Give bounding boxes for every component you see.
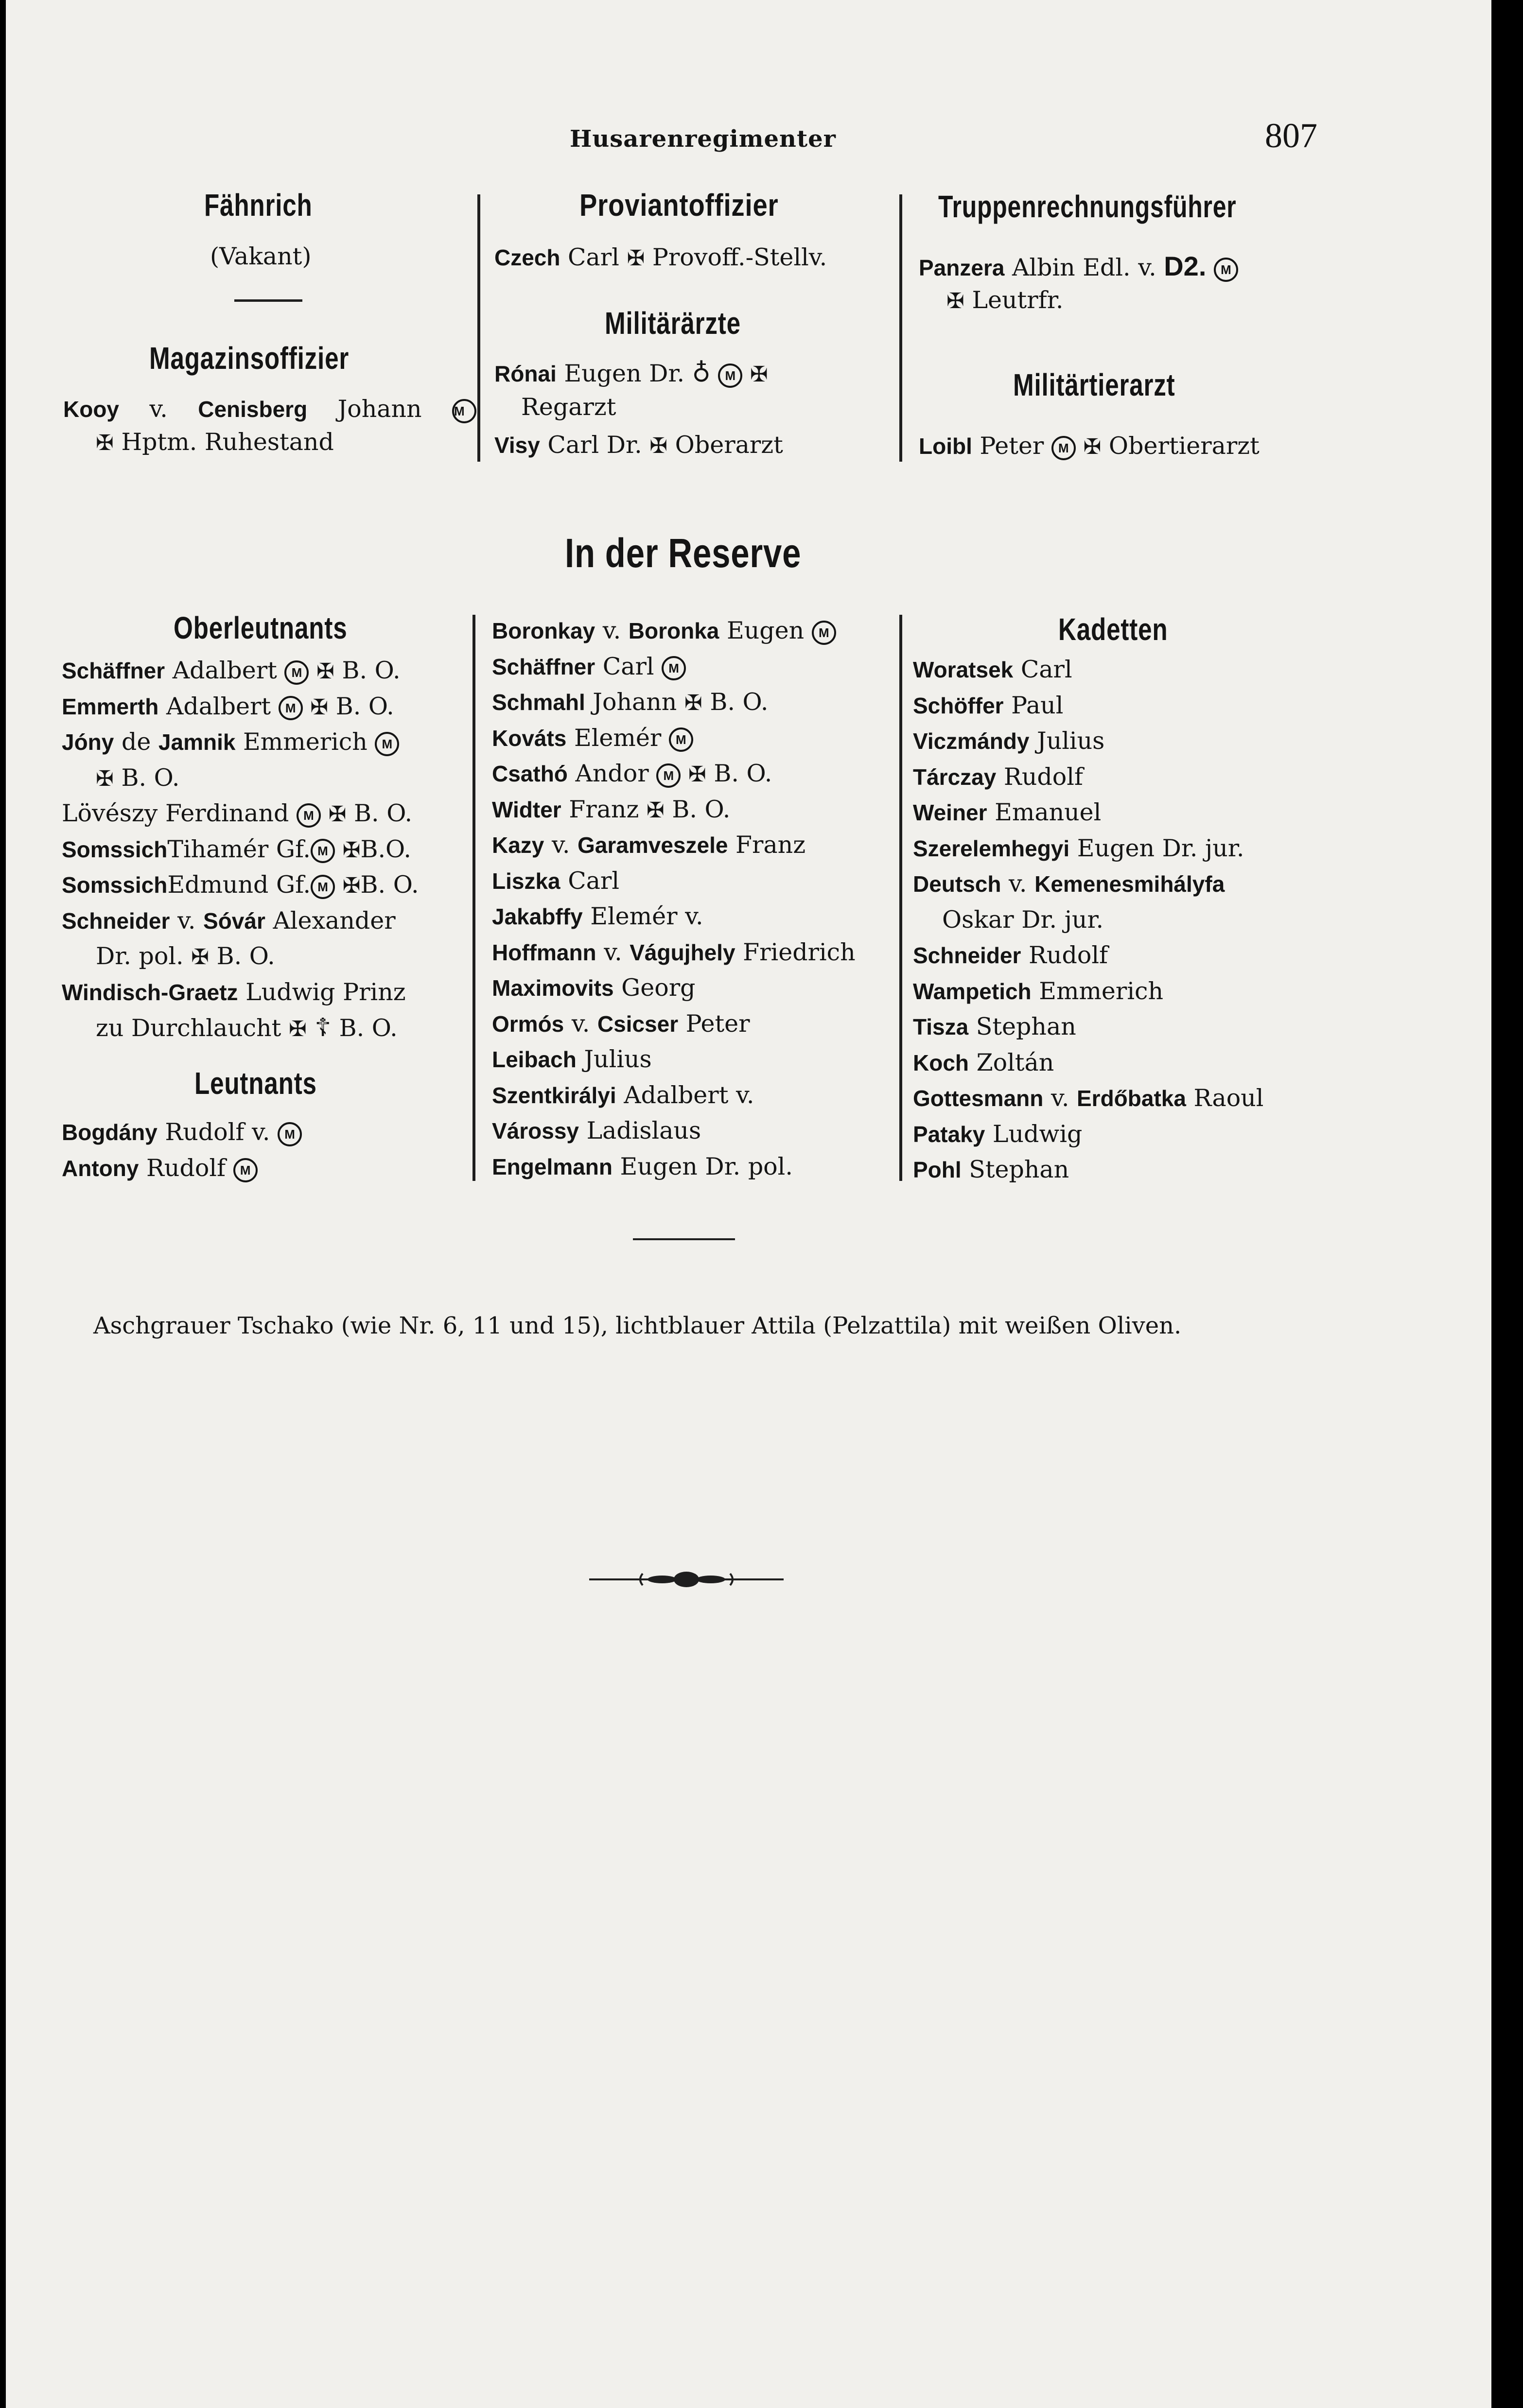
surname: Schäffner — [62, 658, 165, 683]
entry-line — [96, 428, 334, 458]
rank-text: B. O. — [706, 760, 772, 787]
column-rule — [473, 615, 475, 1181]
cross-icon: ✠ — [646, 797, 665, 823]
surname: Boronkay — [492, 618, 595, 643]
entry-line — [492, 1009, 750, 1039]
entry-line — [494, 431, 783, 461]
name-text: Lövészy Ferdinand — [62, 799, 297, 827]
entry-line — [913, 941, 1108, 970]
medal-icon: M — [375, 732, 399, 756]
surname: Schneider — [913, 943, 1021, 968]
surname: Jakabffy — [492, 904, 583, 929]
medal-icon: M — [279, 696, 303, 720]
entry-line — [492, 831, 805, 860]
surname: Pataky — [913, 1121, 985, 1147]
decoration-abbrev: D2. — [1164, 251, 1207, 281]
name-text: v. — [564, 1009, 597, 1038]
name-text: Oskar Dr. jur. — [942, 905, 1104, 934]
entry-line — [62, 906, 396, 935]
cross-icon: ✠ — [688, 762, 706, 787]
ornament-divider — [589, 1565, 784, 1594]
surname: Bogdány — [62, 1120, 158, 1145]
separator-rule — [633, 1238, 735, 1240]
surname: Visy — [494, 433, 540, 458]
name-text: Alexander — [265, 906, 396, 935]
surname: Liszka — [492, 868, 560, 894]
entry-line — [62, 692, 394, 722]
name-text: Rudolf — [996, 762, 1084, 791]
surname: Pohl — [913, 1157, 962, 1182]
surname: Gottesmann — [913, 1086, 1044, 1111]
surname: Szentkirályi — [492, 1082, 616, 1108]
entry-line — [913, 727, 1104, 756]
name-text: Emanuel — [987, 798, 1102, 826]
medal-icon: M — [718, 364, 742, 388]
section-heading-truppenrechnungsfuehrer: Truppenrechnungsführer — [938, 189, 1237, 224]
name-text: Emmerich — [1031, 977, 1164, 1005]
surname: Schneider — [62, 908, 170, 934]
name-text: Franz — [561, 795, 647, 823]
cross-icon: ✠ — [1083, 434, 1102, 459]
rank-text: B. O. — [334, 657, 401, 684]
surname: Schmahl — [492, 690, 585, 715]
column-rule — [899, 194, 902, 462]
entry-line — [492, 1081, 754, 1110]
surname: Czech — [494, 245, 560, 270]
entry-line — [913, 977, 1163, 1006]
surname: Leibach — [492, 1047, 577, 1072]
surname: Hoffmann — [492, 939, 596, 965]
column-rule — [899, 615, 902, 1181]
entry-line — [913, 798, 1101, 827]
name-text: Georg — [613, 974, 696, 1002]
section-heading-kadetten: Kadetten — [1058, 612, 1168, 647]
medal-icon: M — [297, 803, 321, 828]
cross-icon: ✠ — [96, 766, 114, 791]
entry-line — [62, 978, 406, 1007]
rank-text: B. O. — [328, 692, 394, 720]
section-heading-leutnants: Leutnants — [194, 1066, 317, 1101]
surname: Jamnik — [158, 729, 236, 755]
name-text: Rudolf — [139, 1154, 233, 1182]
entry-line — [492, 938, 856, 967]
surname: Somssich — [62, 872, 168, 898]
given-name: Carl Dr. — [540, 431, 650, 459]
surname: Weiner — [913, 800, 987, 825]
surname: Wampetich — [913, 978, 1032, 1004]
name-text: Eugen Dr. pol. — [612, 1152, 793, 1180]
rank-text: B. O. — [360, 871, 419, 899]
surname: Schöffer — [913, 693, 1004, 718]
name-text: v. — [1001, 870, 1035, 898]
entry-line — [63, 395, 476, 424]
name-text: Eugen — [719, 617, 812, 644]
entry-line — [96, 1013, 398, 1044]
name-text: de — [114, 728, 158, 756]
name-text: Edmund Gf. — [167, 871, 311, 899]
particle: v. — [119, 395, 198, 423]
rank-text: Oberarzt — [667, 431, 783, 459]
surname: Várossy — [492, 1118, 579, 1143]
name-text: Eugen Dr. jur. — [1069, 834, 1244, 862]
name-text: Carl — [1013, 656, 1072, 683]
surname: Sóvár — [203, 908, 265, 934]
cross-icon: ✠ — [750, 362, 768, 387]
entry-line — [492, 1152, 793, 1181]
given-name: Peter — [972, 432, 1051, 460]
rank-text: Provoff.-Stellv. — [645, 243, 827, 271]
cross-icon: ✠ — [627, 246, 645, 271]
medal-icon: M — [1214, 258, 1238, 282]
surname: Schäffner — [492, 654, 595, 679]
rank-text: B. O. — [702, 688, 769, 716]
name-text: Adalbert — [165, 657, 285, 684]
entry-line — [62, 1154, 258, 1183]
entry-line — [913, 655, 1072, 684]
entry-line — [492, 866, 619, 896]
section-heading-militaeraerzte: Militärärzte — [605, 306, 741, 341]
document-page — [6, 0, 1491, 2408]
surname: Viczmándy — [913, 728, 1030, 754]
entry-line — [492, 1045, 652, 1074]
entry-line — [913, 762, 1083, 792]
name-text: Julius — [1029, 727, 1105, 755]
name-text: Elemér v. — [582, 902, 703, 930]
surname: Vágujhely — [630, 939, 735, 965]
name-text: Ladislaus — [579, 1117, 701, 1144]
name-text: Stephan — [961, 1156, 1069, 1183]
entry-line — [62, 656, 401, 686]
surname: Szerelemhegyi — [913, 835, 1070, 861]
entry-line — [913, 1084, 1263, 1113]
entry-line — [62, 870, 419, 901]
given-name: Carl — [560, 243, 627, 271]
name-text: Elemér — [566, 724, 669, 752]
rank-text: B. O. — [113, 763, 180, 792]
name-text: v. — [170, 906, 204, 935]
entry-line — [62, 1118, 302, 1147]
surname: Maximovits — [492, 975, 614, 1001]
name-text: Paul — [1003, 691, 1064, 719]
entry-line — [492, 1116, 701, 1145]
medal-icon: M — [311, 839, 335, 863]
medal-icon: M — [669, 728, 693, 752]
page-number: 807 — [1265, 116, 1317, 155]
entry-line — [96, 763, 180, 794]
surname: Koch — [913, 1050, 969, 1075]
cross-icon: ✠ — [316, 659, 334, 684]
entry-line — [494, 243, 827, 273]
rank-text: B. O. — [339, 1014, 398, 1042]
name-text: v. — [595, 617, 629, 644]
cross-icon: ✠ — [649, 433, 668, 458]
surname: Boronka — [628, 618, 719, 643]
entry-line — [913, 1120, 1082, 1149]
given-name: Johann — [307, 395, 452, 423]
name-text: v. — [596, 938, 630, 966]
section-heading-proviantoffizier: Proviantoffizier — [579, 188, 779, 223]
surname: Windisch-Graetz — [62, 979, 238, 1005]
rank-text: B. O. — [664, 795, 731, 823]
cross-icon: ✠ — [342, 837, 361, 863]
given-name: Eugen Dr. — [556, 360, 692, 387]
surname: Kemenesmihályfa — [1034, 871, 1225, 897]
entry-line — [919, 252, 1238, 282]
surname: Kooy — [63, 397, 119, 422]
surname: Loibl — [919, 433, 972, 459]
surname: Garamveszele — [578, 832, 728, 858]
entry-line — [942, 905, 1103, 935]
cross-icon: ✠ — [191, 945, 210, 970]
surname: Antony — [62, 1156, 139, 1181]
surname: Tisza — [913, 1014, 969, 1039]
entry-line — [913, 1155, 1069, 1184]
name-text: Friedrich — [735, 938, 856, 966]
name-text: v. — [1043, 1084, 1077, 1112]
surname: Kazy — [492, 832, 544, 858]
surname: Woratsek — [913, 657, 1014, 682]
faehnrich-value: (Vakant) — [210, 243, 312, 270]
entry-line — [62, 835, 411, 865]
short-rule — [234, 299, 302, 302]
entry-line — [492, 759, 772, 789]
name-text: Stephan — [968, 1013, 1076, 1040]
rank-text: B. O. — [346, 799, 413, 827]
cross-icon: ✠ — [684, 691, 702, 715]
rank-text: B.O. — [360, 835, 411, 863]
entry-line — [913, 1012, 1076, 1041]
medal-icon: M — [662, 656, 686, 680]
surname: Engelmann — [492, 1154, 613, 1179]
name-text: Carl — [560, 866, 620, 895]
rank-text: B. O. — [209, 942, 275, 970]
entry-line — [946, 286, 1063, 316]
name-text: Carl — [595, 652, 662, 680]
name-text: Julius — [576, 1045, 652, 1073]
running-title: Husarenregimenter — [570, 125, 836, 153]
entry-line — [913, 869, 1225, 899]
rank-text: Hptm. Ruhestand — [113, 428, 334, 456]
section-heading-magazinsoffizier: Magazinsoffizier — [149, 341, 350, 376]
surname: Rónai — [494, 361, 557, 386]
order-icon: ☦ — [306, 1013, 339, 1042]
name-text: Adalbert — [158, 692, 279, 720]
surname: Csicser — [597, 1011, 679, 1037]
entry-line — [492, 616, 836, 645]
surname: Erdőbatka — [1076, 1086, 1186, 1111]
entry-line — [494, 359, 768, 389]
name-text: Zoltán — [969, 1048, 1054, 1076]
rank-text: Leutrfr. — [964, 286, 1064, 314]
name-text: Ludwig — [985, 1120, 1083, 1148]
cross-icon: ✠ — [342, 873, 361, 898]
entry-line: Regarzt — [521, 393, 616, 421]
entry-line — [62, 728, 399, 757]
surname: Widter — [492, 797, 561, 822]
surname: Jóny — [62, 729, 114, 755]
surname: Somssich — [62, 836, 168, 862]
medal-icon: M — [812, 621, 836, 645]
entry-line — [913, 691, 1063, 720]
surname: Ormós — [492, 1011, 564, 1037]
entry-line — [919, 432, 1260, 462]
surname: Tárczay — [913, 764, 997, 790]
medal-icon: M — [656, 763, 681, 788]
name-text: Emmerich — [235, 728, 375, 756]
name-text: Dr. pol. — [96, 942, 192, 970]
name-text: Peter — [678, 1009, 750, 1038]
reserve-heading: In der Reserve — [565, 530, 802, 576]
medal-icon: M — [284, 660, 309, 685]
name-text: Ludwig Prinz — [238, 978, 406, 1006]
name-text: Rudolf — [1021, 941, 1108, 969]
entry-line — [913, 834, 1244, 863]
section-heading-oberleutnants: Oberleutnants — [174, 610, 348, 645]
column-rule — [477, 194, 480, 462]
entry-line — [492, 724, 693, 753]
surname: Deutsch — [913, 871, 1001, 897]
medal-icon: M — [452, 399, 476, 423]
name-text: Tihamér Gf. — [167, 835, 311, 863]
cross-icon: ✠ — [288, 1017, 307, 1041]
name-text: Rudolf v. — [157, 1118, 278, 1146]
medal-icon: M — [278, 1122, 302, 1146]
name-text: zu Durchlaucht — [96, 1014, 289, 1042]
medal-icon: M — [311, 875, 335, 899]
entry-line — [492, 795, 730, 825]
cross-icon: ✠ — [96, 431, 114, 455]
entry-line — [492, 688, 768, 718]
name-text: v. — [544, 831, 578, 859]
name-text: Andor — [567, 760, 657, 787]
uniform-footnote: Aschgrauer Tschako (wie Nr. 6, 11 und 15), lichtblauer Attila (Pelzattila) mit weißen Oliven. — [93, 1312, 1182, 1339]
medal-icon: M — [1051, 436, 1076, 460]
surname: Emmerth — [62, 693, 159, 719]
given-name: Albin Edl. v. — [1004, 254, 1164, 281]
name-text: Raoul — [1186, 1084, 1264, 1112]
entry-line — [96, 942, 275, 972]
entry-line — [492, 902, 703, 931]
cross-icon: ✠ — [310, 694, 329, 720]
surname: Csathó — [492, 761, 568, 786]
section-heading-militaertierarzt: Militärtierarzt — [1013, 367, 1175, 402]
surname: Panzera — [919, 255, 1005, 280]
name-text: Johann — [585, 688, 684, 716]
section-heading-faehnrich: Fähnrich — [204, 188, 313, 223]
entry-line — [62, 799, 412, 829]
entry-line — [492, 973, 696, 1003]
entry-line — [913, 1048, 1054, 1077]
name-text: Adalbert v. — [616, 1081, 754, 1109]
order-icon: ♁ — [692, 359, 711, 388]
cross-icon: ✠ — [946, 289, 964, 313]
surname: Kováts — [492, 725, 567, 751]
entry-line — [492, 652, 686, 681]
name-text: Franz — [728, 831, 806, 859]
cross-icon: ✠ — [328, 802, 347, 827]
rank-text: Obertierarzt — [1101, 432, 1260, 460]
surname: Cenisberg — [198, 397, 308, 422]
medal-icon: M — [233, 1158, 258, 1182]
